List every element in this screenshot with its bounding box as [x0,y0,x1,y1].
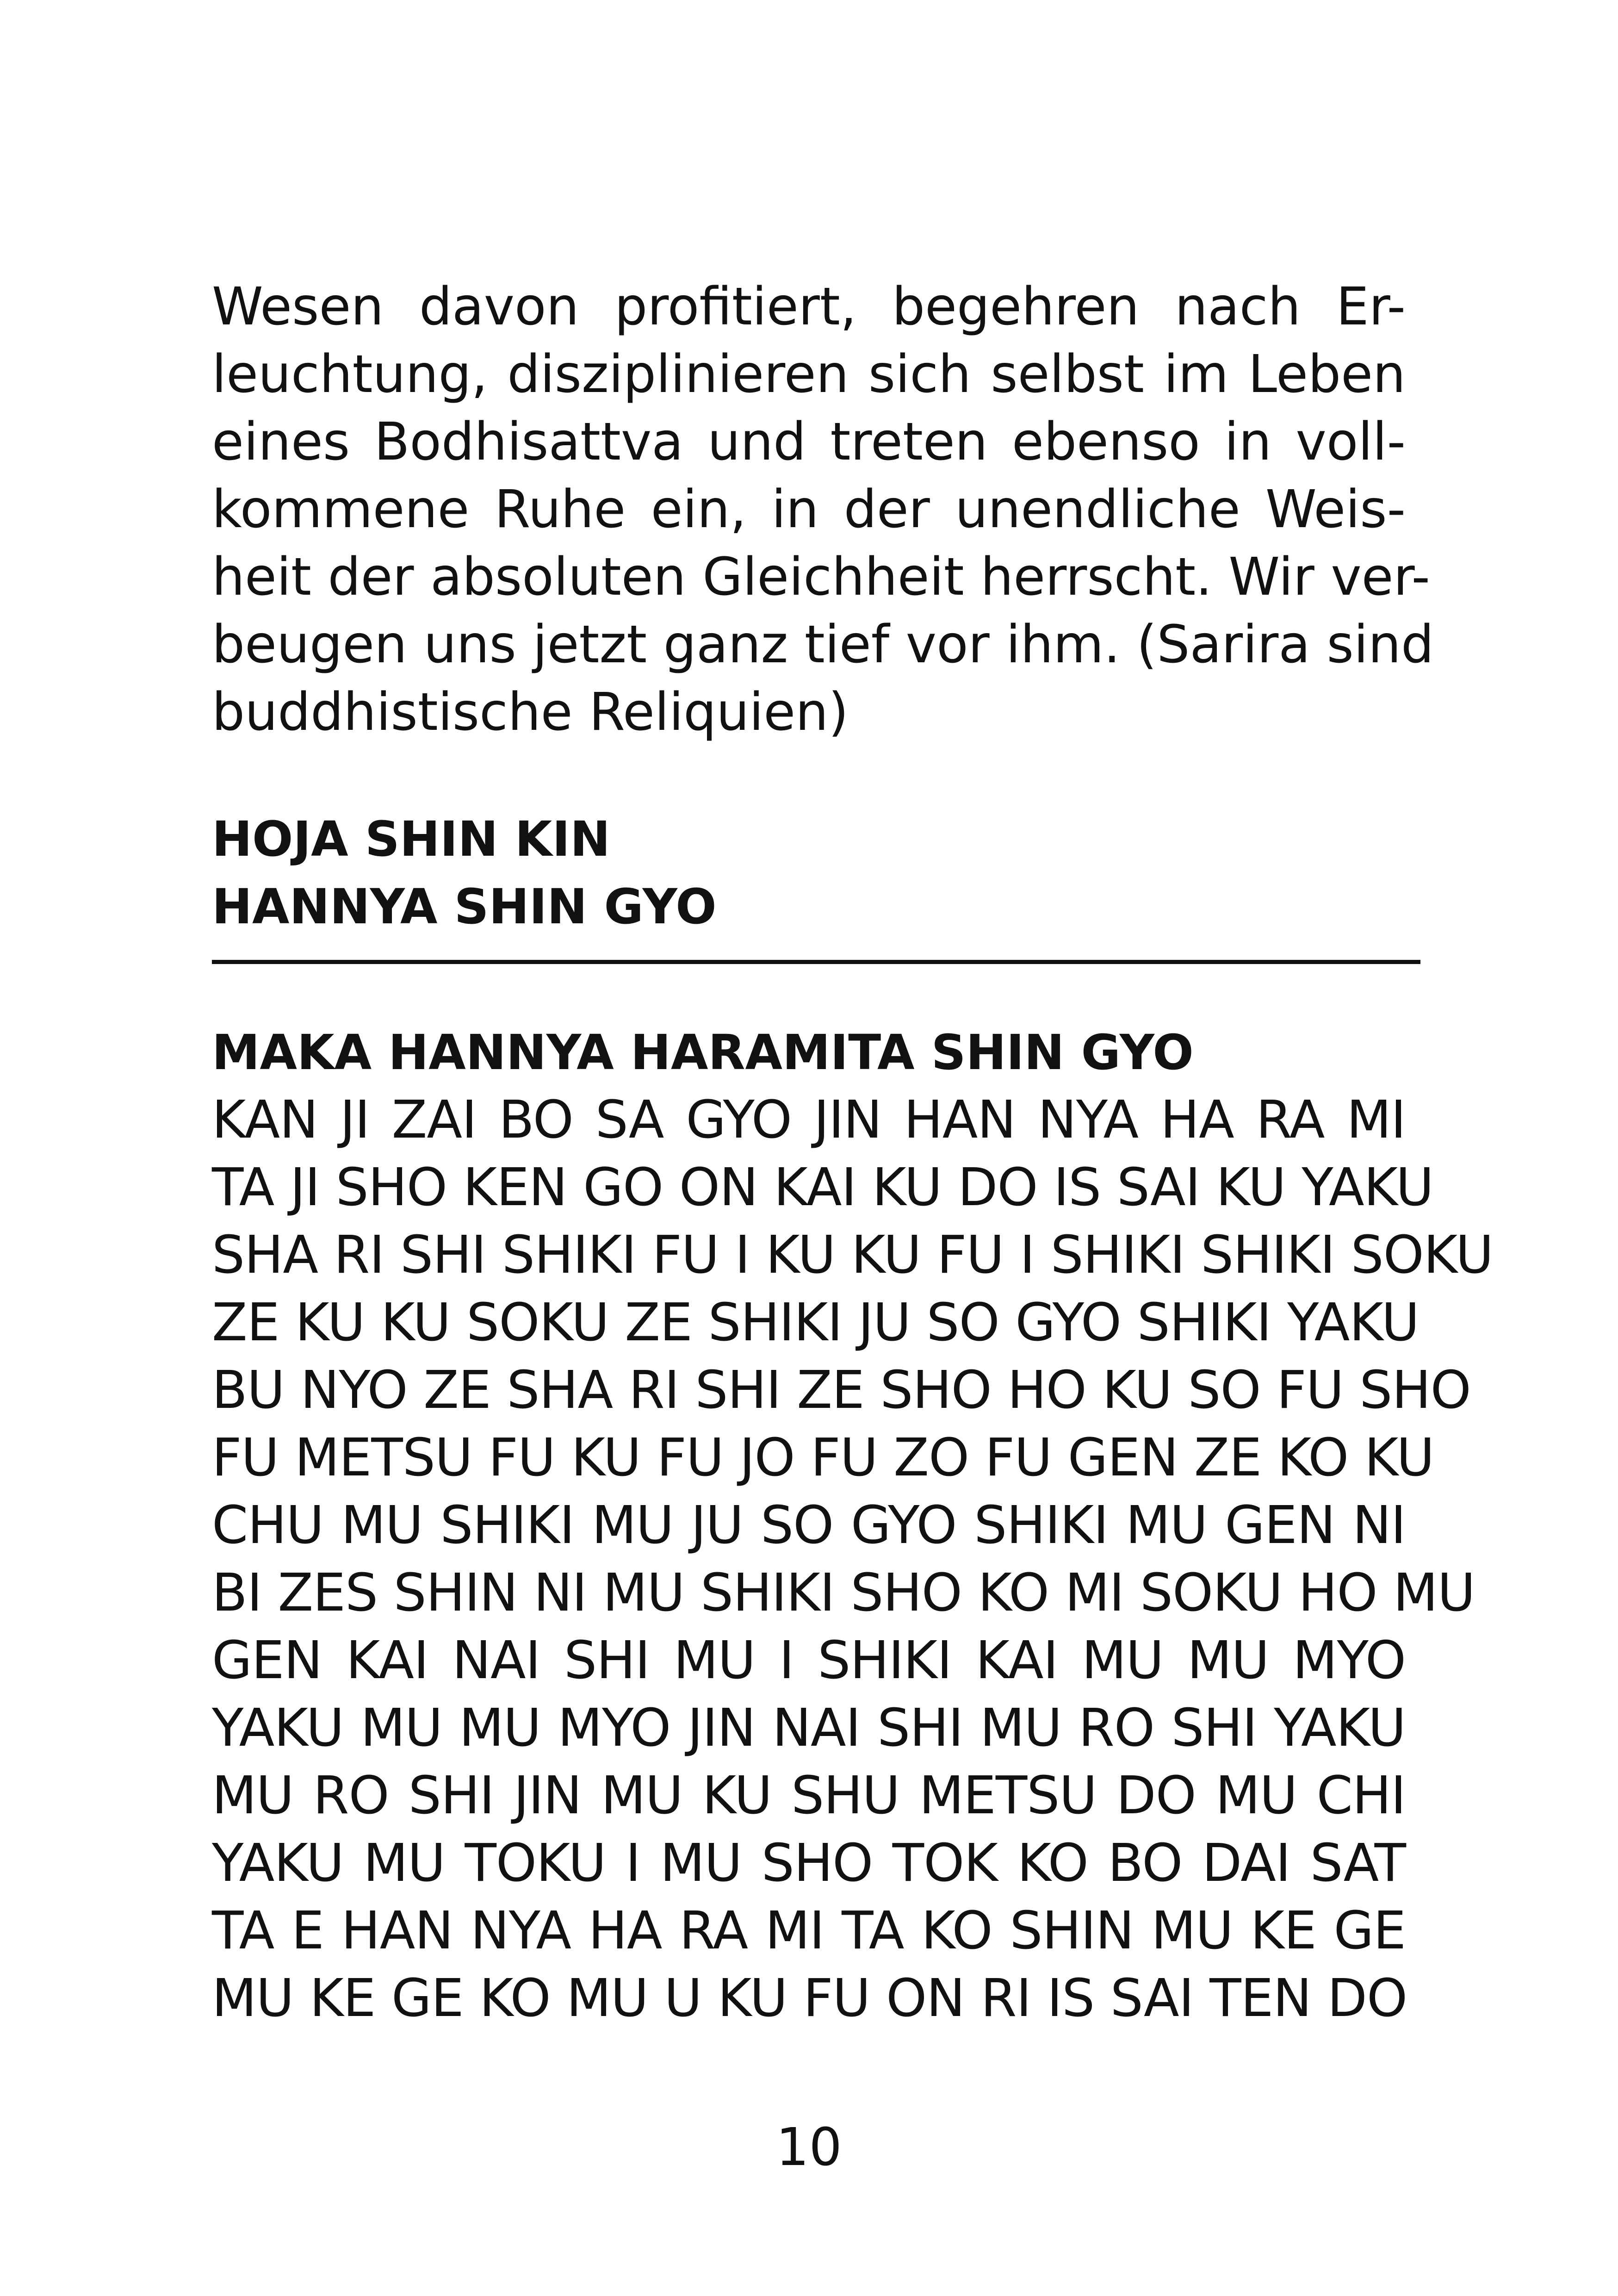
sutra-line: YAKU MU TOKU I MU SHO TOK KO BO DAI SAT [212,1833,1406,1893]
sutra-line: MU KE GE KO MU U KU FU ON RI IS SAI TEN DO [212,1968,1407,2028]
sutra-line: YAKU MU MU MYO JIN NAI SHI MU RO SHI YAKU [212,1698,1406,1758]
intro-line: beugen uns jetzt ganz tief vor ihm. (Sarira sind [212,615,1434,675]
sutra-line: CHU MU SHIKI MU JU SO GYO SHIKI MU GEN NI [212,1495,1406,1556]
page-content [212,273,1494,2032]
sutra-line: FU METSU FU KU FU JO FU ZO FU GEN ZE KO KU [212,1428,1434,1488]
sutra-line: TA JI SHO KEN GO ON KAI KU DO IS SAI KU YAKU [212,1157,1434,1218]
sutra-line: BU NYO ZE SHA RI SHI ZE SHO HO KU SO FU SHO [212,1360,1471,1420]
sutra-line: SHA RI SHI SHIKI FU I KU KU FU I SHIKI SHIKI SOKU [212,1225,1494,1285]
intro-line: buddhistische Reliquien) [212,682,849,742]
section-divider [212,960,1420,964]
sutra-line: GEN KAI NAI SHI MU I SHIKI KAI MU MU MYO [212,1630,1406,1691]
section-title-block [212,805,1406,964]
page-number: 10 [776,2117,842,2178]
sutra-line: BI ZES SHIN NI MU SHIKI SHO KO MI SOKU HO MU [212,1563,1475,1623]
sutra-line: MU RO SHI JIN MU KU SHU METSU DO MU CHI [212,1766,1406,1826]
sutra-line: TA E HAN NYA HA RA MI TA KO SHIN MU KE GE [212,1901,1406,1961]
intro-paragraph [212,273,1434,746]
intro-line: eines Bodhisattva und treten ebenso in voll- [212,412,1406,472]
intro-line: heit der absoluten Gleichheit herrscht. Wir ver- [212,547,1430,607]
sutra-line: KAN JI ZAI BO SA GYO JIN HAN NYA HA RA MI [212,1090,1406,1150]
sutra-line: ZE KU KU SOKU ZE SHIKI JU SO GYO SHIKI YAKU [212,1293,1419,1353]
intro-line: kommene Ruhe ein, in der unendliche Weis- [212,479,1406,540]
section-title-line-1: HOJA SHIN KIN [212,811,611,867]
intro-line: leuchtung, disziplinieren sich selbst im Leben [212,344,1406,404]
section-title-line-2: HANNYA SHIN GYO [212,878,717,935]
sutra-block [212,1019,1494,2032]
intro-line: Wesen davon profitiert, begehren nach Er- [212,277,1406,337]
sutra-title: MAKA HANNYA HARAMITA SHIN GYO [212,1024,1194,1081]
